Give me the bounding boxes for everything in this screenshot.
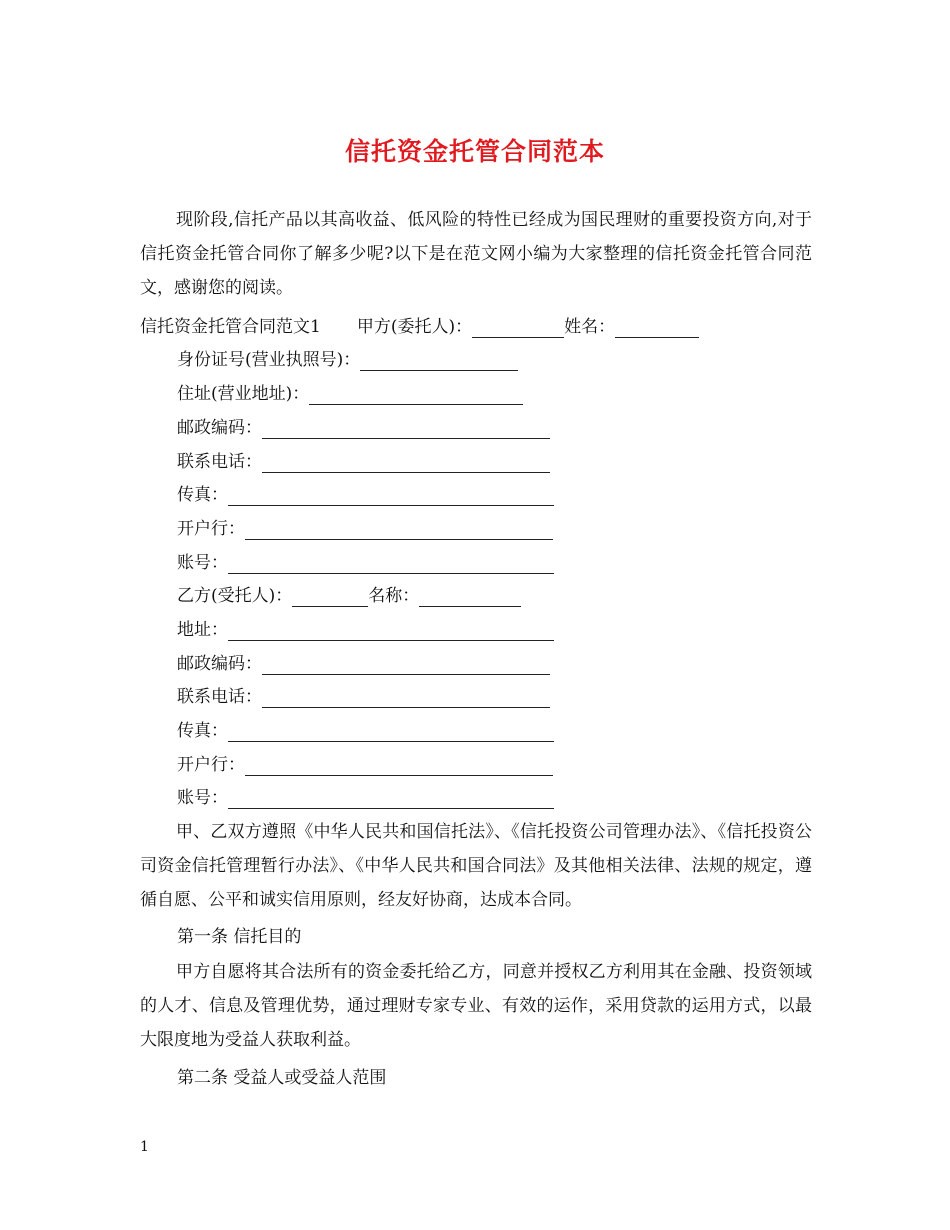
document-title: 信托资金托管合同范本: [344, 137, 605, 166]
party-b-phone-blank: [262, 691, 550, 708]
party-a-address-label: 住址(营业地址)：: [177, 384, 310, 404]
party-a-phone-row: [177, 451, 550, 473]
party-a-account-label: 账号：: [177, 553, 228, 573]
party-a-address-row: [177, 383, 523, 405]
party-a-bank-row: [177, 518, 553, 540]
party-b-label: 乙方(受托人)：: [177, 586, 293, 606]
party-a-account-row: [177, 552, 554, 574]
party-a-account-blank: [228, 557, 554, 574]
party-a-fax-label: 传真：: [177, 485, 228, 505]
article-1-heading: 第一条 信托目的: [177, 927, 302, 947]
party-b-fax-row: [177, 720, 554, 742]
party-b-phone-row: [177, 686, 550, 708]
party-a-id-row: [177, 349, 518, 371]
party-b-account-blank: [228, 792, 554, 809]
party-b-postcode-row: [177, 653, 550, 675]
party-a-id-blank: [360, 354, 518, 371]
party-b-account-row: [177, 787, 554, 809]
article-2-heading: 第二条 受益人或受益人范围: [177, 1068, 387, 1088]
party-a-bank-label: 开户行：: [177, 519, 245, 539]
article-1-paragraph: 甲方自愿将其合法所有的资金委托给乙方，同意并授权乙方利用其在金融、投资领域的人才、信息及管理优势，通过理财专家专业、有效的运作，采用贷款的运用方式，以最大限度地为受益人获取利益。: [140, 962, 812, 1050]
party-a-fax-row: [177, 484, 554, 506]
party-b-address-row: [177, 619, 554, 641]
party-a-address-blank: [309, 388, 523, 405]
party-b-postcode-blank: [262, 658, 550, 675]
party-a-header-row: [140, 316, 699, 338]
party-b-address-label: 地址：: [177, 620, 228, 640]
party-a-id-label: 身份证号(营业执照号)：: [177, 350, 361, 370]
intro-paragraph: 现阶段,信托产品以其高收益、低风险的特性已经成为国民理财的重要投资方向,对于信托资金托管合同你了解多少呢?以下是在范文网小编为大家整理的信托资金托管合同范文，感谢您的阅读。: [140, 210, 812, 298]
party-b-blank: [292, 590, 368, 607]
party-a-bank-blank: [245, 523, 553, 540]
party-a-phone-label: 联系电话：: [177, 452, 262, 472]
party-b-name-label: 名称：: [368, 586, 420, 606]
party-a-label: 甲方(委托人)：: [356, 317, 473, 337]
party-a-phone-blank: [262, 456, 550, 473]
party-a-fax-blank: [228, 489, 554, 506]
party-b-header-row: [177, 585, 521, 607]
sample-label: 信托资金托管合同范文1: [140, 317, 321, 337]
party-b-bank-label: 开户行：: [177, 755, 245, 775]
legal-basis-paragraph: 甲、乙双方遵照《中华人民共和国信托法》、《信托投资公司管理办法》、《信托投资公司资金信托管理暂行办法》、《中华人民共和国合同法》及其他相关法律、法规的规定，遵循自愿、公平和诚实信用原则，经友好协商，达成本合同。: [140, 822, 812, 910]
party-b-bank-blank: [245, 759, 553, 776]
party-a-postcode-label: 邮政编码：: [177, 418, 262, 438]
party-b-account-label: 账号：: [177, 788, 228, 808]
page-number: 1: [140, 1139, 149, 1155]
party-a-name-label: 姓名：: [564, 317, 616, 337]
party-b-fax-label: 传真：: [177, 721, 228, 741]
party-b-address-blank: [228, 624, 554, 641]
party-a-blank: [472, 321, 564, 338]
party-a-postcode-blank: [262, 422, 550, 439]
party-a-name-blank: [615, 321, 699, 338]
party-a-postcode-row: [177, 417, 550, 439]
party-b-bank-row: [177, 754, 553, 776]
party-b-postcode-label: 邮政编码：: [177, 654, 262, 674]
party-b-phone-label: 联系电话：: [177, 687, 262, 707]
party-b-fax-blank: [228, 725, 554, 742]
party-b-name-blank: [419, 590, 521, 607]
